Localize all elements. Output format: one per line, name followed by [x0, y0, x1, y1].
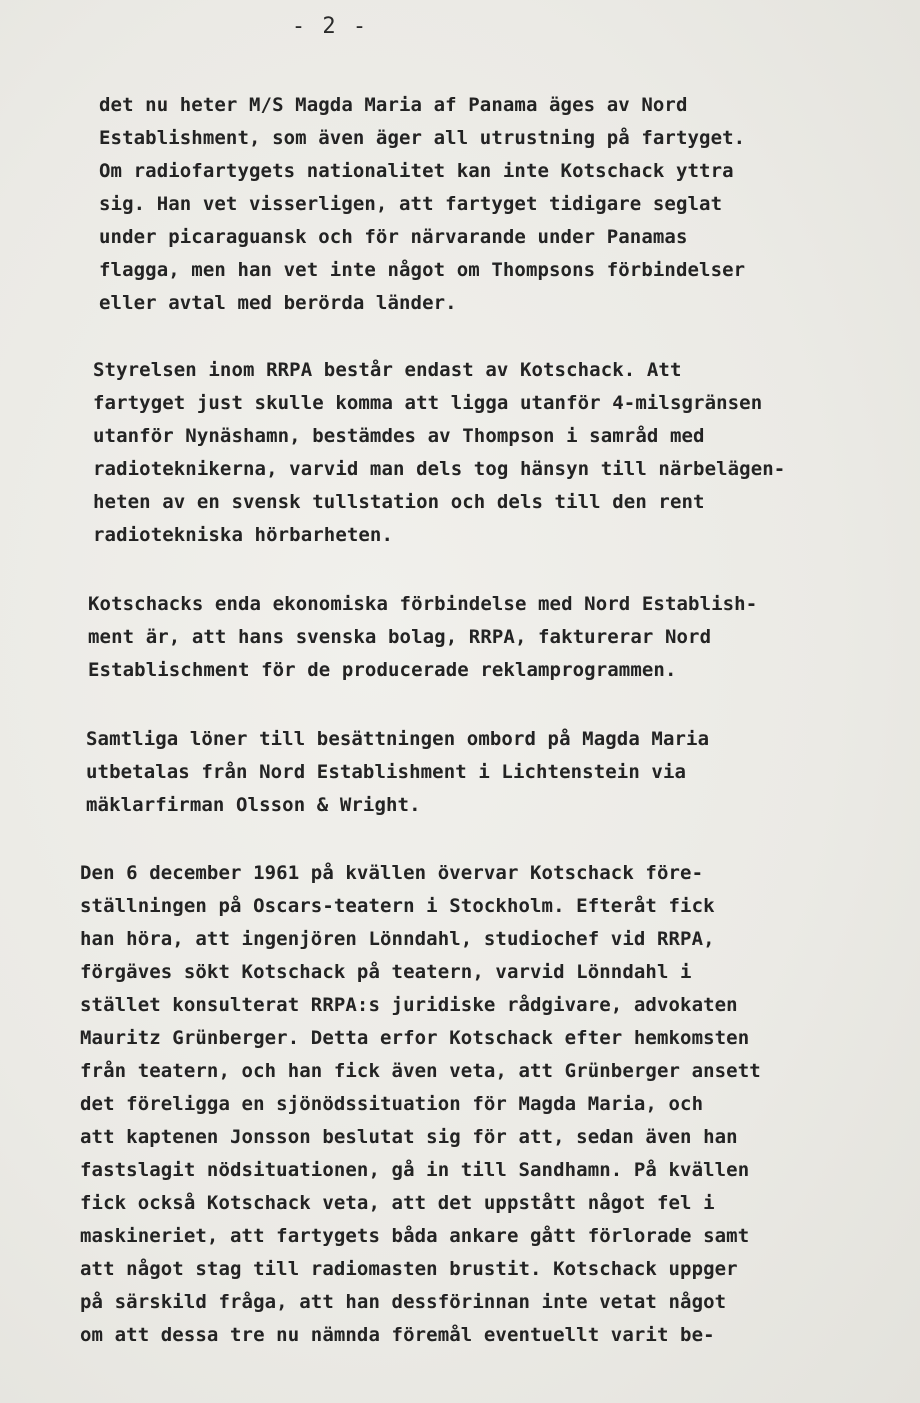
- paragraph-2: [93, 354, 785, 552]
- text-line: att kaptenen Jonsson beslutat sig för att, sedan även han: [80, 1126, 738, 1148]
- text-line: Mauritz Grünberger. Detta erfor Kotschack efter hemkomsten: [80, 1027, 750, 1049]
- text-line: från teatern, och han fick även veta, att Grünberger ansett: [80, 1060, 761, 1082]
- text-line: utanför Nynäshamn, bestämdes av Thompson i samråd med: [93, 425, 705, 447]
- text-line: det nu heter M/S Magda Maria af Panama äges av Nord: [99, 94, 688, 116]
- text-line: Styrelsen inom RRPA består endast av Kotschack. Att: [93, 359, 682, 381]
- text-line: fick också Kotschack veta, att det uppstått något fel i: [80, 1192, 715, 1214]
- page-number: - 2 -: [291, 14, 369, 39]
- text-line: eller avtal med berörda länder.: [99, 292, 457, 314]
- text-line: Samtliga löner till besättningen ombord på Magda Maria: [86, 728, 710, 750]
- text-line: maskineriet, att fartygets båda ankare gått förlorade samt: [80, 1225, 750, 1247]
- paragraph-5: [80, 857, 761, 1352]
- text-line: Kotschacks enda ekonomiska förbindelse med Nord Establish-: [88, 593, 758, 615]
- text-line: det föreligga en sjönödssituation för Magda Maria, och: [80, 1093, 704, 1115]
- text-line: utbetalas från Nord Establishment i Lichtenstein via: [86, 761, 687, 783]
- text-line: under picaraguansk och för närvarande under Panamas: [99, 226, 688, 248]
- text-line: stället konsulterat RRPA:s juridiske rådgivare, advokaten: [80, 994, 738, 1016]
- text-line: om att dessa tre nu nämnda föremål eventuellt varit be-: [80, 1324, 715, 1346]
- text-line: Om radiofartygets nationalitet kan inte Kotschack yttra: [99, 160, 734, 182]
- text-line: flagga, men han vet inte något om Thompsons förbindelser: [99, 259, 746, 281]
- text-line: fartyget just skulle komma att ligga utanför 4-milsgränsen: [93, 392, 763, 414]
- text-line: sig. Han vet visserligen, att fartyget tidigare seglat: [99, 193, 723, 215]
- paragraph-4: [86, 723, 709, 822]
- text-line: Establishment, som även äger all utrustning på fartyget.: [99, 127, 746, 149]
- text-line: fastslagit nödsituationen, gå in till Sandhamn. På kvällen: [80, 1159, 750, 1181]
- text-line: ställningen på Oscars-teatern i Stockholm. Efteråt fick: [80, 895, 715, 917]
- text-line: radiotekniska hörbarheten.: [93, 524, 394, 546]
- text-line: att något stag till radiomasten brustit. Kotschack uppger: [80, 1258, 738, 1280]
- paragraph-3: [88, 588, 757, 687]
- text-line: han höra, att ingenjören Lönndahl, studiochef vid RRPA,: [80, 928, 715, 950]
- text-line: Den 6 december 1961 på kvällen övervar Kotschack före-: [80, 862, 704, 884]
- text-line: förgäves sökt Kotschack på teatern, varvid Lönndahl i: [80, 961, 692, 983]
- text-line: på särskild fråga, att han dessförinnan inte vetat något: [80, 1291, 727, 1313]
- text-line: ment är, att hans svenska bolag, RRPA, fakturerar Nord: [88, 626, 712, 648]
- text-line: heten av en svensk tullstation och dels till den rent: [93, 491, 705, 513]
- text-line: radioteknikerna, varvid man dels tog hänsyn till närbelägen-: [93, 458, 786, 480]
- text-line: Establischment för de producerade reklamprogrammen.: [88, 659, 677, 681]
- text-line: mäklarfirman Olsson & Wright.: [86, 794, 421, 816]
- paragraph-1: [99, 89, 745, 320]
